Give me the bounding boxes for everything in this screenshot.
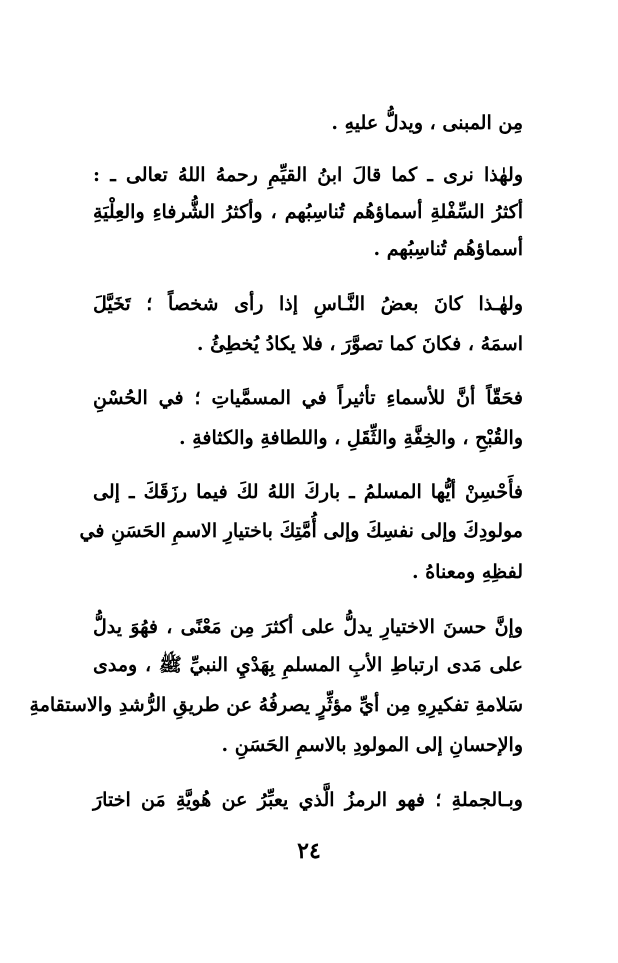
text-line: وإنَّ حسنَ الاختيارِ يدلُّ على أكثرَ مِن مَعْنًى ، فهُوَ يدلُّ (93, 616, 523, 638)
text-line: والقُبْحِ ، والخِفَّةِ والثِّقَلِ ، واللطافةِ والكثافةِ . (178, 427, 523, 449)
text-line: فحَقّاً أنَّ للأسماءِ تأثيراً في المسمَّياتِ ؛ في الحُسْنِ (93, 387, 523, 409)
page-number: ٢٤ (297, 838, 321, 864)
text-line: سَلامةِ تفكيرِهِ مِن أيِّ مؤثِّرٍ يصرفُهُ عن طريقِ الرُّشدِ والاستقامةِ (29, 694, 523, 716)
text-line: والإحسانِ إلى المولودِ بالاسمِ الحَسَنِ . (221, 734, 523, 756)
text-line: فأَحْسِنْ أيُّها المسلمُ ـ باركَ اللهُ لكَ فيما رزَقَكَ ـ إلى (93, 481, 523, 503)
text-line: مولودِكَ وإلى نفسِكَ وإلى أُمَّتِكَ باختيارِ الاسمِ الحَسَنِ في (79, 520, 523, 542)
text-line: ولهٰـذا كانَ بعضُ النَّـاسِ إذا رأى شخصاً ؛ تَخَيَّلَ (93, 293, 523, 315)
text-line: أكثرُ السِّفْلةِ أسماؤهُم تُناسِبُهم ، وأكثرُ الشُّرفاءِ والعِلْيَةِ (93, 201, 523, 223)
text-line: وبـالجملةِ ؛ فهو الرمزُ الَّذي يعبِّرُ عن هُويَّةِ مَن اختارَ (93, 789, 523, 811)
text-line: أسماؤهُم تُناسِبُهم . (373, 238, 523, 260)
text-line: لفظِهِ ومعناهُ . (411, 561, 523, 583)
text-line: ولهٰذا نرى ـ كما قالَ ابنُ القيِّمِ رحمهُ اللهُ تعالى ـ : (93, 164, 523, 186)
text-line: مِن المبنى ، ويدلُّ عليهِ . (331, 112, 523, 134)
text-line: على مَدى ارتباطِ الأبِ المسلمِ بِهَدْيِ النبيِّ ﷺ ، ومدى (93, 654, 523, 676)
text-line: اسمَهُ ، فكانَ كما تصوَّرَ ، فلا يكادُ يُخطِئُ . (196, 333, 523, 355)
